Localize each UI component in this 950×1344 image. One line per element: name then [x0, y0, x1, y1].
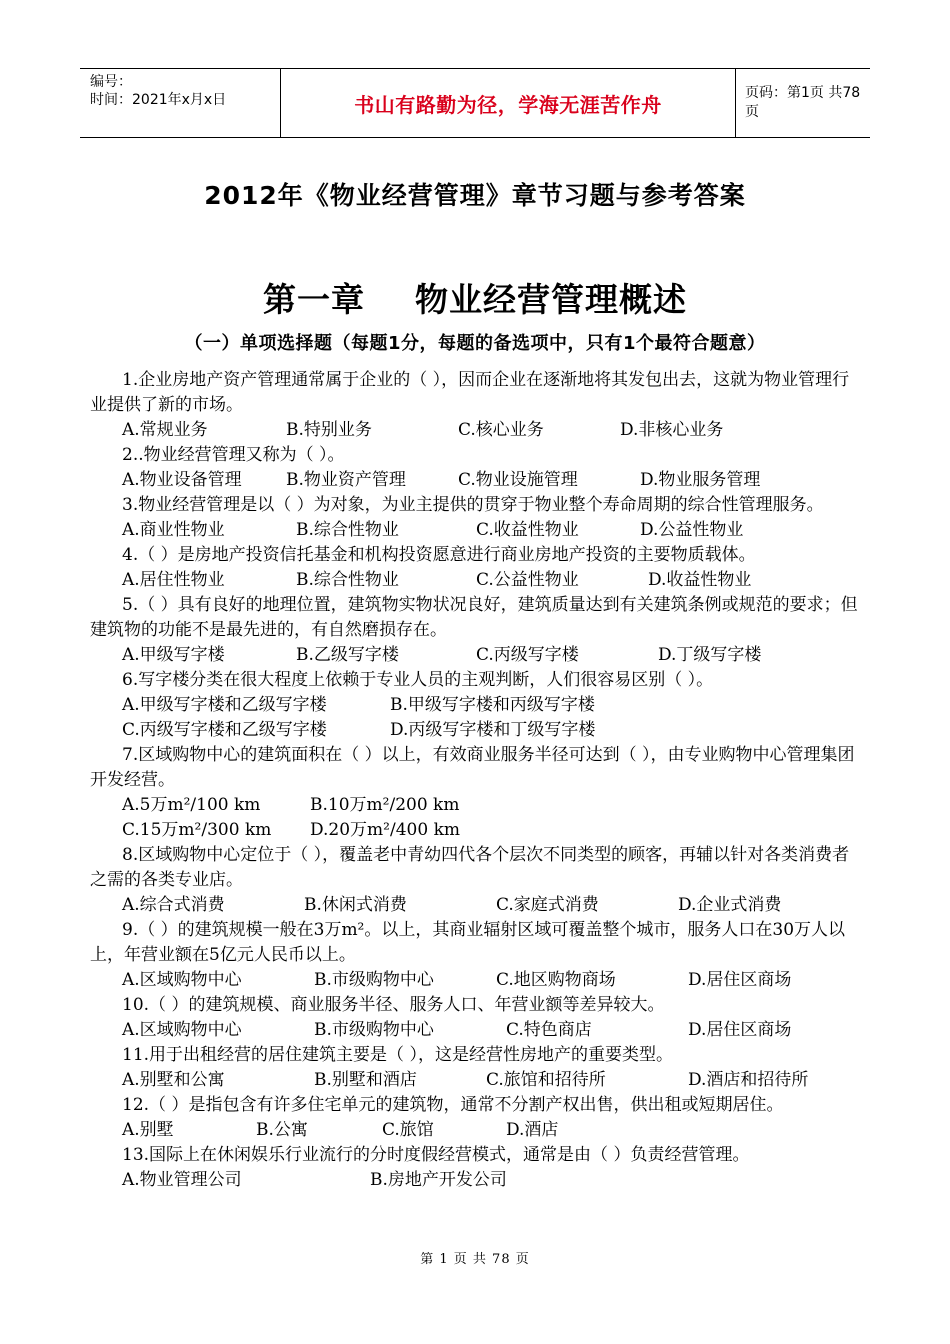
option: A.居住性物业 — [122, 570, 225, 590]
option: D.丁级写字楼 — [658, 645, 762, 665]
options-9 — [122, 968, 860, 993]
motto-text: 书山有路勤为径，学海无涯苦作舟 — [354, 92, 662, 117]
option: B.物业资产管理 — [286, 470, 406, 490]
option: B.房地产开发公司 — [370, 1170, 507, 1190]
option: C.物业设施管理 — [458, 470, 578, 490]
option: D.收益性物业 — [648, 570, 752, 590]
option: C.旅馆 — [382, 1120, 434, 1140]
question-10: 10.（ ）的建筑规模、商业服务半径、服务人口、年营业额等差异较大。 — [122, 995, 665, 1015]
number-label: 编号： — [90, 74, 132, 90]
option: A.常规业务 — [122, 420, 208, 440]
header-meta-cell — [80, 69, 280, 137]
option: B.综合性物业 — [296, 520, 399, 540]
options-6b — [122, 718, 860, 743]
option: B.市级购物中心 — [314, 970, 434, 990]
question-list — [90, 368, 860, 1193]
question-7: 7.区域购物中心的建筑面积在（ ）以上，有效商业服务半径可达到（ ），由专业购物中心管理集团开发经营。 — [90, 745, 855, 790]
option: A.5万m²/100 km — [122, 795, 261, 815]
option: B.10万m²/200 km — [310, 795, 460, 815]
option: D.物业服务管理 — [640, 470, 761, 490]
options-3 — [122, 518, 860, 543]
option: D.企业式消费 — [678, 895, 782, 915]
options-12 — [122, 1118, 860, 1143]
question-9: 9.（ ）的建筑规模一般在3万m²。以上，其商业辐射区域可覆盖整个城市，服务人口在30万人以上，年营业额在5亿元人民币以上。 — [90, 920, 846, 965]
option: D.丙级写字楼和丁级写字楼 — [390, 720, 596, 740]
option: A.别墅和公寓 — [122, 1070, 225, 1090]
option: B.乙级写字楼 — [296, 645, 399, 665]
option: B.市级购物中心 — [314, 1020, 434, 1040]
option: D.公益性物业 — [640, 520, 744, 540]
option: B.公寓 — [256, 1120, 308, 1140]
question-11: 11.用于出租经营的居住建筑主要是（ ），这是经营性房地产的重要类型。 — [122, 1045, 673, 1065]
options-8 — [122, 893, 860, 918]
question-5: 5.（ ）具有良好的地理位置，建筑物实物状况良好，建筑质量达到有关建筑条例或规范的要求；但建筑物的功能不是最先进的，有自然磨损存在。 — [90, 595, 858, 640]
option: A.物业管理公司 — [122, 1170, 242, 1190]
question-4: 4.（ ）是房地产投资信托基金和机构投资愿意进行商业房地产投资的主要物质载体。 — [122, 545, 756, 565]
time-label: 时间：2021年x月x日 — [90, 92, 227, 108]
option: D.居住区商场 — [688, 1020, 792, 1040]
option: C.特色商店 — [506, 1020, 592, 1040]
option: A.别墅 — [122, 1120, 174, 1140]
option: D.酒店和招待所 — [688, 1070, 809, 1090]
option: A.区域购物中心 — [122, 970, 242, 990]
option: A.甲级写字楼 — [122, 645, 225, 665]
option: D.20万m²/400 km — [310, 820, 460, 840]
option: B.甲级写字楼和丙级写字楼 — [390, 695, 595, 715]
option: C.丙级写字楼 — [476, 645, 579, 665]
chapter-title: 第一章 物业经营管理概述 — [263, 280, 687, 319]
options-2 — [122, 468, 860, 493]
question-3: 3.物业经营管理是以（ ）为对象，为业主提供的贯穿于物业整个寿命周期的综合性管理服务。 — [122, 495, 824, 515]
option: B.特别业务 — [286, 420, 372, 440]
options-11 — [122, 1068, 860, 1093]
options-4 — [122, 568, 860, 593]
question-13: 13.国际上在休闲娱乐行业流行的分时度假经营模式，通常是由（ ）负责经营管理。 — [122, 1145, 750, 1165]
option: C.15万m²/300 km — [122, 820, 272, 840]
option: A.商业性物业 — [122, 520, 225, 540]
option: C.收益性物业 — [476, 520, 579, 540]
option: C.家庭式消费 — [496, 895, 599, 915]
options-1 — [122, 418, 860, 443]
header-table — [80, 68, 870, 138]
option: A.综合式消费 — [122, 895, 225, 915]
page-info: 页码：第1页 共78页 — [745, 85, 861, 120]
question-1: 1.企业房地产资产管理通常属于企业的（ ），因而企业在逐渐地将其发包出去，这就为物业管理行业提供了新的市场。 — [90, 370, 850, 415]
options-7a — [122, 793, 860, 818]
option: C.核心业务 — [458, 420, 544, 440]
options-13 — [122, 1168, 860, 1193]
option: B.别墅和酒店 — [314, 1070, 417, 1090]
options-10 — [122, 1018, 860, 1043]
option: A.甲级写字楼和乙级写字楼 — [122, 695, 327, 715]
option: C.公益性物业 — [476, 570, 579, 590]
options-5 — [122, 643, 860, 668]
option: B.休闲式消费 — [304, 895, 407, 915]
option: C.地区购物商场 — [496, 970, 616, 990]
option: D.酒店 — [506, 1120, 559, 1140]
question-12: 12.（ ）是指包含有许多住宅单元的建筑物，通常不分割产权出售，供出租或短期居住。 — [122, 1095, 784, 1115]
question-6: 6.写字楼分类在很大程度上依赖于专业人员的主观判断，人们很容易区别（ ）。 — [122, 670, 714, 690]
options-7b — [122, 818, 860, 843]
header-motto-cell — [280, 69, 736, 137]
option: B.综合性物业 — [296, 570, 399, 590]
question-2: 2..物业经营管理又称为（ ）。 — [122, 445, 345, 465]
document-title: 2012年《物业经营管理》章节习题与参考答案 — [204, 181, 746, 210]
page-footer: 第 1 页 共 78 页 — [420, 1252, 530, 1267]
option: D.非核心业务 — [620, 420, 724, 440]
options-6a — [122, 693, 860, 718]
question-8: 8.区域购物中心定位于（ ），覆盖老中青幼四代各个层次不同类型的顾客，再辅以针对各类消费者之需的各类专业店。 — [90, 845, 850, 890]
option: C.旅馆和招待所 — [486, 1070, 606, 1090]
option: C.丙级写字楼和乙级写字楼 — [122, 720, 327, 740]
option: A.物业设备管理 — [122, 470, 242, 490]
option: A.区域购物中心 — [122, 1020, 242, 1040]
header-page-cell — [735, 69, 870, 137]
section-title: （一）单项选择题（每题1分，每题的备选项中，只有1个最符合题意） — [184, 333, 766, 354]
option: D.居住区商场 — [688, 970, 792, 990]
